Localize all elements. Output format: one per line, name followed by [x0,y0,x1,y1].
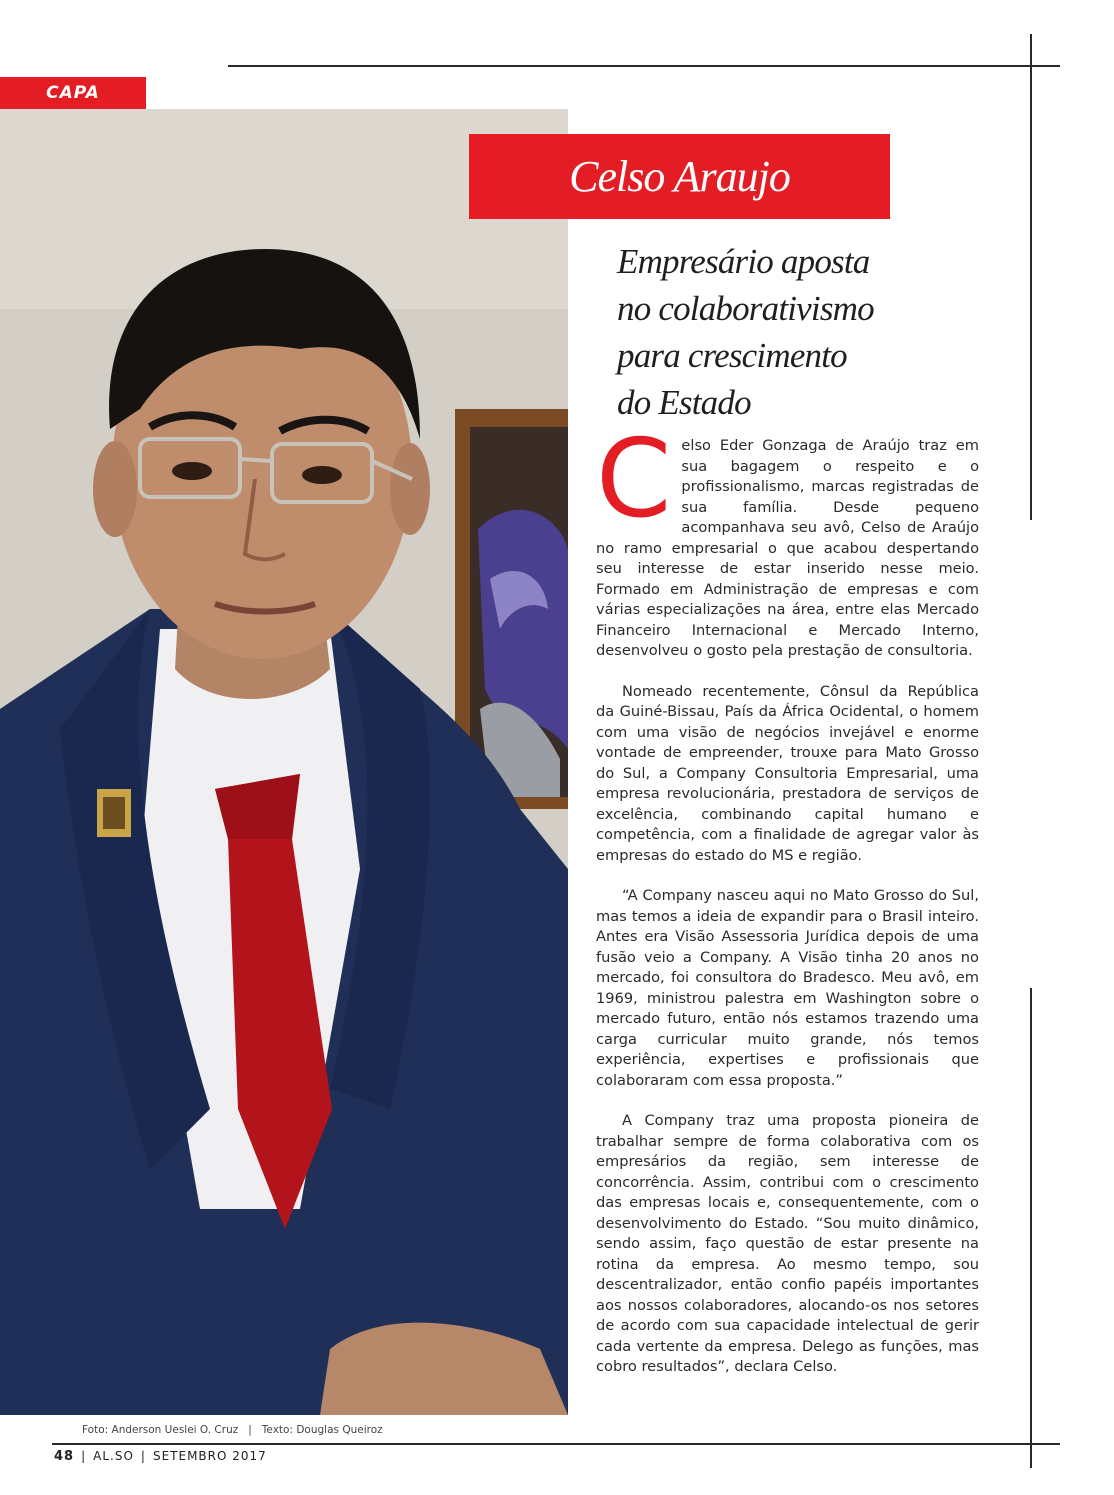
portrait-photo [0,109,568,1415]
text-credit: Texto: Douglas Queiroz [261,1424,383,1436]
credit-separator: | [248,1424,252,1436]
top-rule [228,65,1060,67]
drop-cap: C [596,417,672,542]
paragraph-text: elso Eder Gonzaga de Araújo traz em sua bagagem o respeito e o profissionalismo, marcas registradas de sua família. Desde pequeno acompanhava seu avô, Celso de Araújo no ramo empresarial o que acabou despertando seu interesse de estar inserido nesse meio. Formado em Administração de empresas e com várias especializações na área, entre elas Mercado Financeiro Internacional e Mercado Interno, desenvolveu o gosto pela prestação de consultoria. [596,437,979,659]
footer-separator: | [140,1449,146,1463]
body-paragraph: “A Company nasceu aqui no Mato Grosso do Sul, mas temos a ideia de expandir para o Brasil inteiro. Antes era Visão Assessoria Jurídica depois de uma fusão veio a Company. A Visão tinha 20 anos no mercado, foi consultora do Bradesco. Meu avô, em 1969, ministrou palestra em Washington sobre o mercado futuro, então nós estamos trazendo uma carga curricular muito grande, nós temos experiência, expertises e profissionais que colaboraram com essa proposta.” [596,887,979,1089]
vertical-rule-top [1030,34,1032,520]
body-paragraph: Nomeado recentemente, Cônsul da República da Guiné-Bissau, País da África Ocidental, o homem com uma visão de negócios invejável e enorme vontade de empreender, trouxe para Mato Grosso do Sul, a Company Consultoria Empresarial, uma empresa revolucionária, prestadora de serviços de excelência, combinando capital humano e competência, com a finalidade de agregar valor às empresas do estado do MS e região. [596,682,979,864]
page-number: 48 [54,1449,75,1464]
article-body [596,417,979,1398]
subtitle-line: no colaborativismo [617,289,874,328]
photo-text-credits [82,1424,383,1436]
bottom-rule [52,1443,1060,1445]
body-paragraph [596,417,979,662]
body-paragraph: A Company traz uma proposta pioneira de trabalhar sempre de forma colaborativa com os empresários da região, sem interesse de concorrência. Assim, contribui com o crescimento das empresas locais e, consequentemente, com o desenvolvimento do Estado. “Sou muito dinâmico, sendo assim, faço questão de estar presente na rotina da empresa. Ao mesmo tempo, sou descentralizador, então confio papéis importantes aos nossos colaboradores, alocando-os nos setores de acordo com sua capacidade intelectual de gerir cada vertente da empresa. Delego as funções, mas cobro resultados”, declara Celso. [596,1112,979,1375]
subtitle-line: Empresário aposta [617,242,870,281]
vertical-rule-bottom [1030,988,1032,1468]
article-subtitle [617,238,937,426]
issue-date: SETEMBRO 2017 [152,1449,267,1463]
photo-credit: Foto: Anderson Ueslei O. Cruz [82,1424,239,1436]
article-title-box [469,134,890,219]
subtitle-line: para crescimento [617,336,847,375]
page-footer [54,1449,267,1464]
footer-separator: | [81,1449,87,1463]
section-tag: CAPA [0,77,146,109]
article-title: Celso Araujo [569,152,790,201]
magazine-name: AL.SO [93,1449,134,1463]
subtitle-line: do Estado [617,383,751,422]
